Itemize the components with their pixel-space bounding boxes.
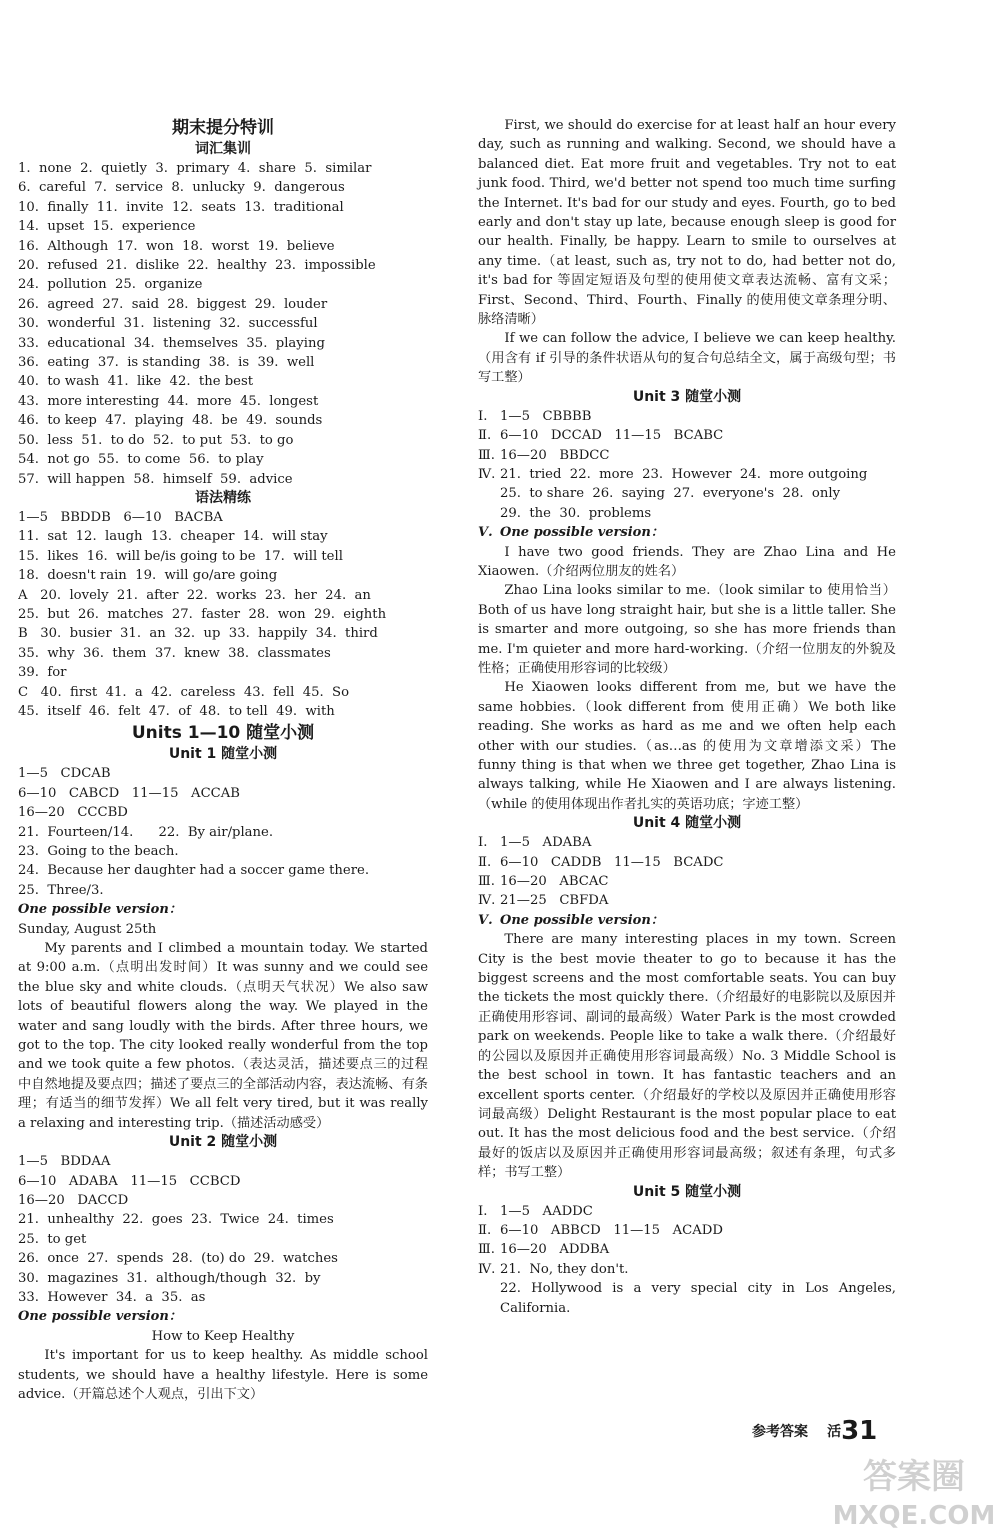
answer-text: 16—20 ABCAC [500, 874, 609, 890]
roman-numeral: Ⅲ. [478, 1242, 495, 1258]
answer-line: 1—5 BDDAA [18, 1154, 111, 1170]
unit2-title: Unit 2 随堂小测 [168, 1134, 278, 1151]
unit3-answers [478, 407, 896, 523]
roman-numeral: Ⅱ. [478, 1222, 492, 1238]
answer-line: 46. to keep 47. playing 48. be 49. sounds [18, 413, 323, 429]
unit2-essay-intro: It's important for us to keep healthy. As middle school students, we should have a healthy lifestyle. Here is some advice.（开篇总述个人观点，引出下文） [18, 1348, 428, 1402]
unit3-essay-p2: Zhao Lina looks similar to me.（look similar to 使用恰当）Both of us have long straight hair, but she is a little taller. She is smarter and more outgoing, so she has more friends than me. I'm quieter and more hard-working.（介绍一位朋友的外貌及性格；正确使用形容词的比较级） [478, 583, 896, 676]
answer-text: 29. the 30. problems [500, 505, 652, 521]
roman-numeral: Ⅳ. [478, 466, 496, 482]
unit1-answers [18, 764, 428, 900]
answer-text: 21. tried 22. more 23. However 24. more outgoing [500, 466, 868, 482]
answer-line [478, 1279, 896, 1318]
roman-numeral: Ⅱ. [478, 428, 492, 444]
essay-date: Sunday, August 25th [18, 921, 157, 937]
unit1-title: Unit 1 随堂小测 [168, 746, 278, 763]
watermark-domain: MXQE.COM [832, 1501, 996, 1531]
grammar-answers [18, 508, 428, 721]
answer-line: 35. why 36. them 37. knew 38. classmates [18, 645, 331, 661]
answer-line: 20. refused 21. dislike 22. healthy 23. impossible [18, 258, 376, 274]
roman-numeral: Ⅰ. [478, 835, 488, 851]
answer-text: 1—5 AADDC [500, 1203, 593, 1219]
unit2-essay-conclusion: If we can follow the advice, I believe we can keep healthy.（用含有 if 引导的条件状语从句的复合句总结全文，属于高级句型；书写工整） [478, 331, 896, 386]
page-prefix: 活 [827, 1424, 842, 1440]
answer-line: 6—10 CABCD 11—15 ACCAB [18, 785, 240, 801]
answer-line: 23. Going to the beach. [18, 844, 179, 859]
version-label: One possible version： [500, 912, 664, 928]
roman-numeral: Ⅳ. [478, 1261, 496, 1277]
unit2-essay-body: First, we should do exercise for at least half an hour every day, such as running and walking. Second, we should have a balanced diet. Eat more fruit and vegetables. Try not to eat junk food. Third, we'd better not spend too much time surfing the Internet. It's bad for our study and eyes. Fourth, go to bed early and don't stay up late, because enough sleep is good for our health. Finally, be happy. Learn to smile to ourselves at any time.（at least, such as, try not to do, had better not do, it's bad for 等固定短语及句型的使用使文章表达流畅、富有文采；First、Second、Third、Fourth、Finally 的使用使文章条理分明、脉络清晰） [478, 118, 896, 328]
watermark-text: 答案圈 [863, 1457, 965, 1497]
answer-text: 6—10 ABBCD 11—15 ACADD [500, 1222, 723, 1238]
roman-numeral: Ⅰ. [478, 408, 488, 424]
answer-line: 40. to wash 41. like 42. the best [18, 374, 254, 390]
answer-text: 6—10 CADDB 11—15 BCADC [500, 854, 724, 870]
answer-line: 21. Fourteen/14. 22. By air/plane. [18, 824, 274, 840]
version-label: One possible version： [18, 902, 182, 918]
unit4-essay: There are many interesting places in my town. Screen City is the best movie theater to go to because it has the biggest screens and the most comfortable seats. You can buy the tickets the most quickly there.（介绍最好的电影院以及原因并正确使用形容词、副词的最高级）Water Park is the most crowded park on weekends. People like to take a walk there.（介绍最好的公园以及原因并正确使用形容词最高级）No. 3 Middle School is the best school in town. It has fantastic teachers and an excellent sports center.（介绍最好的学校以及原因并正确使用形容词最高级）Delight Restaurant is the most popular place to eat out. It has the most delicious food and the best service.（介绍最好的饭店以及原因并正确使用形容词最高级；叙述有条理，句式多样；书写工整） [478, 932, 896, 1181]
unit3-essay-p1: I have two good friends. They are Zhao Lina and He Xiaowen.（介绍两位朋友的姓名） [478, 544, 896, 579]
page-number: 31 [841, 1416, 878, 1446]
units-title: Units 1—10 随堂小测 [131, 723, 315, 744]
answer-line [478, 853, 896, 872]
section-title: 期末提分特训 [172, 118, 274, 138]
unit5-answers [478, 1202, 896, 1318]
answer-line: 6—10 ADABA 11—15 CCBCD [18, 1173, 241, 1189]
footer-label: 参考答案 [752, 1424, 808, 1440]
unit3-essay-p3: He Xiaowen looks different from me, but we have the same hobbies.（look different from 使用正确）We both like reading. She works as hard as me and we often help each other with our studies.（as…as 的使用为文章增添文采）The funny thing is that when we three get together, Zhao Lina is always talking, while He Xiaowen and I are always listening.（while 的使用体现出作者扎实的英语功底；字迹工整） [478, 680, 896, 812]
answer-line: 15. likes 16. will be/is going to be 17. will tell [18, 548, 343, 564]
answer-line: 25. but 26. matches 27. faster 28. won 29. eighth [18, 606, 387, 622]
answer-line [478, 504, 896, 523]
roman-numeral: Ⅴ. [478, 912, 493, 928]
vocab-title: 词汇集训 [195, 141, 251, 157]
answer-line: 24. pollution 25. organize [18, 277, 203, 293]
answer-line [478, 426, 896, 445]
grammar-title: 语法精练 [195, 489, 251, 506]
answer-text: 1—5 CBBBB [500, 408, 592, 424]
answer-line: 33. However 34. a 35. as [18, 1289, 206, 1305]
answer-line [478, 446, 896, 465]
answer-line: 26. once 27. spends 28. (to) do 29. watches [18, 1251, 338, 1267]
answer-line: 6. careful 7. service 8. unlucky 9. dangerous [18, 180, 345, 196]
answer-line [478, 1240, 896, 1259]
answer-line: 16—20 CCCBD [18, 805, 128, 821]
answer-line: 39. for [18, 665, 67, 681]
version-label-row [478, 911, 896, 930]
answer-text: 22. Hollywood is a very special city in Los Angeles, California. [500, 1281, 896, 1316]
answer-line: 14. upset 15. experience [18, 219, 196, 235]
roman-numeral: Ⅲ. [478, 447, 495, 463]
answer-text: 25. to share 26. saying 27. everyone's 28. only [500, 486, 841, 502]
answer-line: A 20. lovely 21. after 22. works 23. her 24. an [18, 587, 371, 603]
unit5-title: Unit 5 随堂小测 [632, 1183, 742, 1200]
left-column [18, 116, 428, 1404]
roman-numeral: Ⅱ. [478, 854, 492, 870]
answer-line: 1. none 2. quietly 3. primary 4. share 5. similar [18, 161, 372, 176]
answer-line: 30. magazines 31. although/though 32. by [18, 1270, 321, 1286]
unit3-title: Unit 3 随堂小测 [632, 388, 742, 405]
answer-text: 6—10 DCCAD 11—15 BCABC [500, 428, 724, 444]
page-footer [752, 1416, 877, 1446]
answer-line: 36. eating 37. is standing 38. is 39. well [18, 355, 315, 371]
answer-line [478, 1221, 896, 1240]
answer-text: 16—20 ADDBA [500, 1242, 610, 1258]
answer-line: 25. Three/3. [18, 882, 104, 898]
answer-line [478, 1202, 896, 1221]
answer-text: 1—5 ADABA [500, 835, 592, 851]
roman-numeral: Ⅰ. [478, 1203, 488, 1219]
vocab-answers [18, 159, 428, 489]
answer-line [478, 833, 896, 852]
answer-line: 24. Because her daughter had a soccer game there. [18, 863, 370, 879]
answer-line: 1—5 CDCAB [18, 766, 111, 782]
answer-line: 21. unhealthy 22. goes 23. Twice 24. times [18, 1212, 334, 1228]
unit1-essay: My parents and I climbed a mountain today. We started at 9:00 a.m.（点明出发时间）It was sunny and we could see the blue sky and white clouds.（点明天气状况）We also saw lots of beautiful flowers along the way. We played in the water and sang loudly with the birds. After three hours, we got to the top. The city looked really wonderful from the top and we took quite a few photos.（表达灵活，描述要点三的过程中自然地提及要点四；描述了要点三的全部活动内容，表达流畅、有条理；有适当的细节发挥）We all felt very tired, but it was really a relaxing and interesting trip.（描述活动感受） [18, 941, 428, 1131]
answer-line: 16. Although 17. won 18. worst 19. believe [18, 238, 335, 254]
answer-text: 21—25 CBFDA [500, 893, 609, 909]
answer-line: 26. agreed 27. said 28. biggest 29. louder [18, 296, 328, 312]
answer-text: 21. No, they don't. [500, 1261, 629, 1277]
version-label-row [478, 523, 896, 542]
answer-text: 16—20 BBDCC [500, 447, 610, 463]
answer-line: 33. educational 34. themselves 35. playing [18, 335, 325, 351]
answer-line [478, 484, 896, 503]
answer-line: 1—5 BBDDB 6—10 BACBA [18, 509, 223, 525]
answer-line: 57. will happen 58. himself 59. advice [18, 471, 293, 487]
answer-line: 54. not go 55. to come 56. to play [18, 452, 264, 468]
answer-line: 11. sat 12. laugh 13. cheaper 14. will stay [18, 529, 328, 545]
roman-numeral: Ⅴ. [478, 525, 493, 541]
answer-line: 18. doesn't rain 19. will go/are going [18, 568, 278, 584]
answer-line: B 30. busier 31. an 32. up 33. happily 34. third [18, 626, 378, 642]
answer-line [478, 872, 896, 891]
answer-line: 30. wonderful 31. listening 32. successful [18, 316, 318, 332]
unit2-answers [18, 1152, 428, 1307]
roman-numeral: Ⅳ. [478, 893, 496, 909]
answer-line: 50. less 51. to do 52. to put 53. to go [18, 432, 294, 448]
answer-line: 43. more interesting 44. more 45. longest [18, 393, 319, 409]
answer-line [478, 891, 896, 910]
answer-line: 45. itself 46. felt 47. of 48. to tell 49. with [18, 703, 335, 719]
answer-line: 16—20 DACCD [18, 1192, 129, 1208]
watermark-logo [832, 1448, 997, 1532]
essay-title: How to Keep Healthy [151, 1328, 295, 1344]
answer-line: 25. to get [18, 1231, 87, 1247]
answer-line [478, 407, 896, 426]
answer-line [478, 465, 896, 484]
unit4-title: Unit 4 随堂小测 [632, 815, 742, 832]
answer-line [478, 1260, 896, 1279]
version-label: One possible version： [18, 1309, 182, 1325]
unit4-answers [478, 833, 896, 911]
answer-line: C 40. first 41. a 42. careless 43. fell 45. So [18, 684, 350, 700]
answer-line: 10. finally 11. invite 12. seats 13. traditional [18, 199, 344, 215]
right-column [478, 116, 896, 1318]
version-label: One possible version： [500, 525, 664, 541]
roman-numeral: Ⅲ. [478, 874, 495, 890]
